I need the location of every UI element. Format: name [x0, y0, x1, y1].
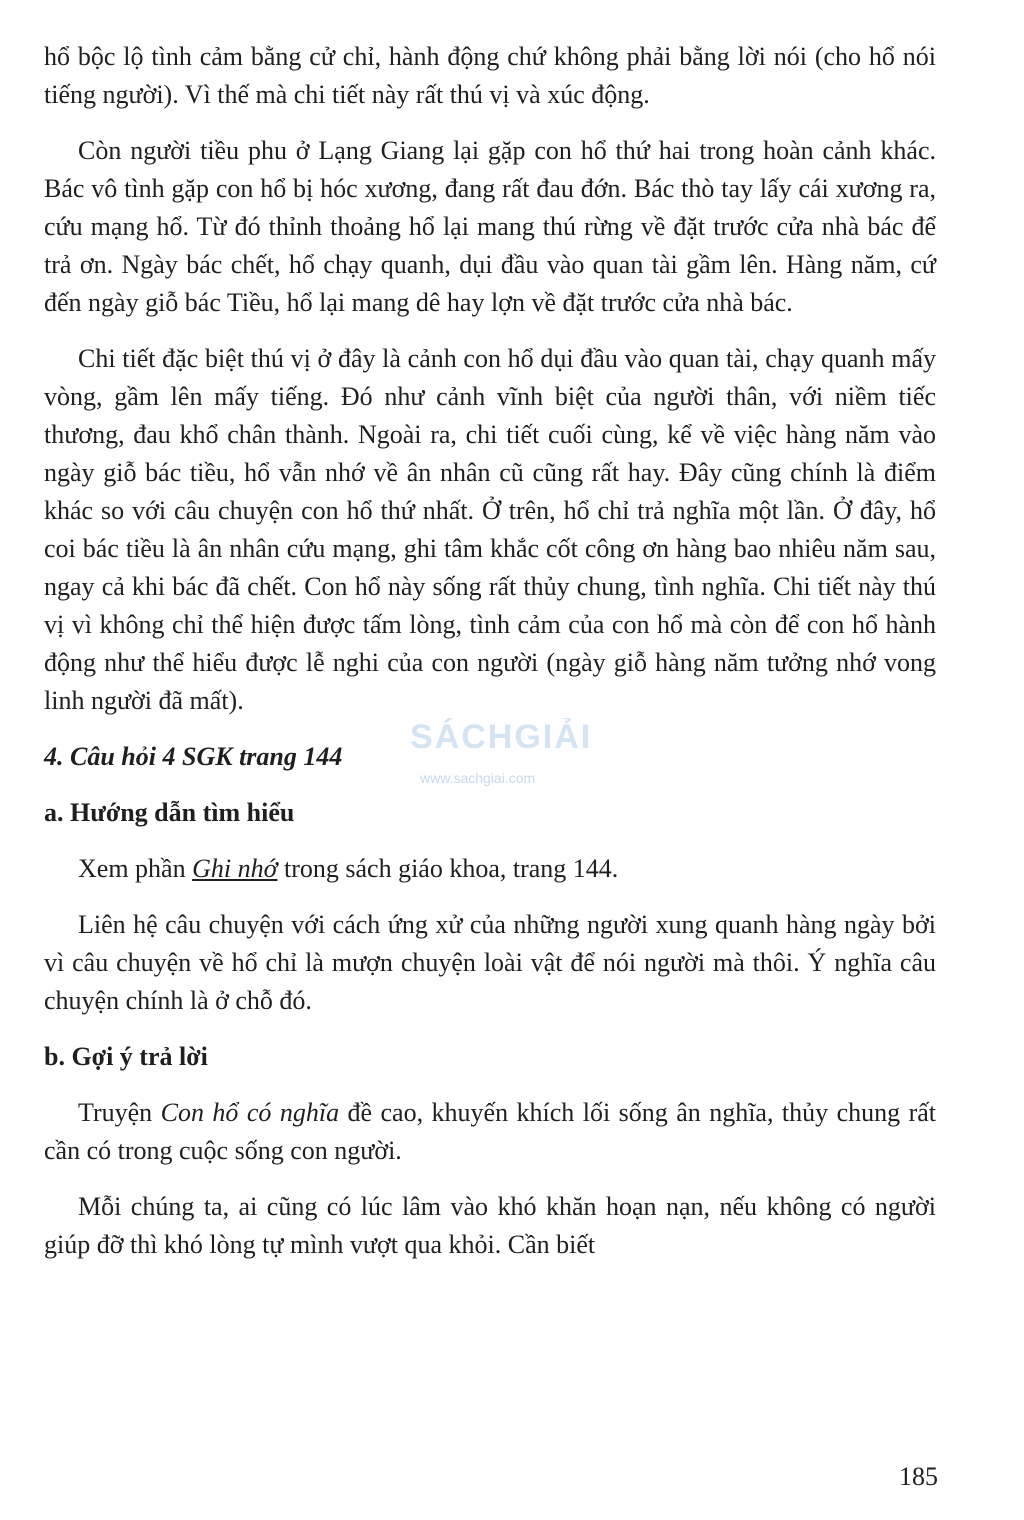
paragraph-4-post: trong sách giáo khoa, trang 144. — [277, 854, 619, 883]
paragraph-7: Mỗi chúng ta, ai cũng có lúc lâm vào khó khăn hoạn nạn, nếu không có người giúp đỡ thì khó lòng tự mình vượt qua khỏi. Cần biết — [44, 1192, 936, 1259]
heading-section-a: a. Hướng dẫn tìm hiểu — [44, 798, 295, 827]
page-body — [44, 38, 936, 1264]
paragraph-6 — [44, 1094, 936, 1170]
paragraph-4-pre: Xem phần — [78, 854, 193, 883]
watermark-url: www.sachgiai.com — [420, 770, 536, 786]
watermark-logo: SÁCHGIẢI — [410, 718, 593, 756]
paragraph-1: hổ bộc lộ tình cảm bằng cử chỉ, hành động chứ không phải bằng lời nói (cho hổ nói tiếng người). Vì thế mà chi tiết này rất thú vị và xúc động. — [44, 42, 936, 109]
story-title: Con hổ có nghĩa — [160, 1098, 340, 1127]
paragraph-6-post: đề cao, khuyến khích lối sống ân nghĩa, thủy chung rất cần có trong cuộc sống con người. — [44, 1098, 936, 1165]
paragraph-2: Còn người tiều phu ở Lạng Giang lại gặp con hổ thứ hai trong hoàn cảnh khác. Bác vô tình gặp con hổ bị hóc xương, đang rất đau đớn. Bác thò tay lấy cái xương ra, cứu mạng hổ. Từ đó thỉnh thoảng hổ lại mang thú rừng về đặt trước cửa nhà bác để trả ơn. Ngày bác chết, hổ chạy quanh, dụi đầu vào quan tài gầm lên. Hàng năm, cứ đến ngày giỗ bác Tiều, hổ lại mang dê hay lợn về đặt trước cửa nhà bác. — [44, 136, 936, 317]
ghi-nho-reference: Ghi nhớ — [192, 854, 278, 883]
heading-section-b: b. Gợi ý trả lời — [44, 1042, 208, 1071]
page-number: 185 — [899, 1462, 938, 1491]
paragraph-6-pre: Truyện — [78, 1098, 161, 1127]
paragraph-4 — [44, 850, 936, 888]
watermark — [410, 718, 610, 808]
heading-question-4: 4. Câu hỏi 4 SGK trang 144 — [44, 742, 343, 771]
paragraph-5: Liên hệ câu chuyện với cách ứng xử của những người xung quanh hàng ngày bởi vì câu chuyện về hổ chỉ là mượn chuyện loài vật để nói người mà thôi. Ý nghĩa câu chuyện chính là ở chỗ đó. — [44, 910, 936, 1015]
paragraph-3: Chi tiết đặc biệt thú vị ở đây là cảnh con hổ dụi đầu vào quan tài, chạy quanh mấy vòng, gầm lên mấy tiếng. Đó như cảnh vĩnh biệt của người thân, với niềm tiếc thương, đau khổ chân thành. Ngoài ra, chi tiết cuối cùng, kể về việc hàng năm vào ngày giỗ bác tiều, hổ vẫn nhớ về ân nhân cũ cũng rất hay. Đây cũng chính là điểm khác so với câu chuyện con hổ thứ nhất. Ở trên, hổ chỉ trả nghĩa một lần. Ở đây, hổ coi bác tiều là ân nhân cứu mạng, ghi tâm khắc cốt công ơn hàng bao nhiêu năm sau, ngay cả khi bác đã chết. Con hổ này sống rất thủy chung, tình nghĩa. Chi tiết này thú vị vì không chỉ thể hiện được tấm lòng, tình cảm của con hổ mà còn để con hổ hành động như thể hiểu được lễ nghi của con người (ngày giỗ hàng năm tưởng nhớ vong linh người đã mất). — [44, 344, 936, 715]
